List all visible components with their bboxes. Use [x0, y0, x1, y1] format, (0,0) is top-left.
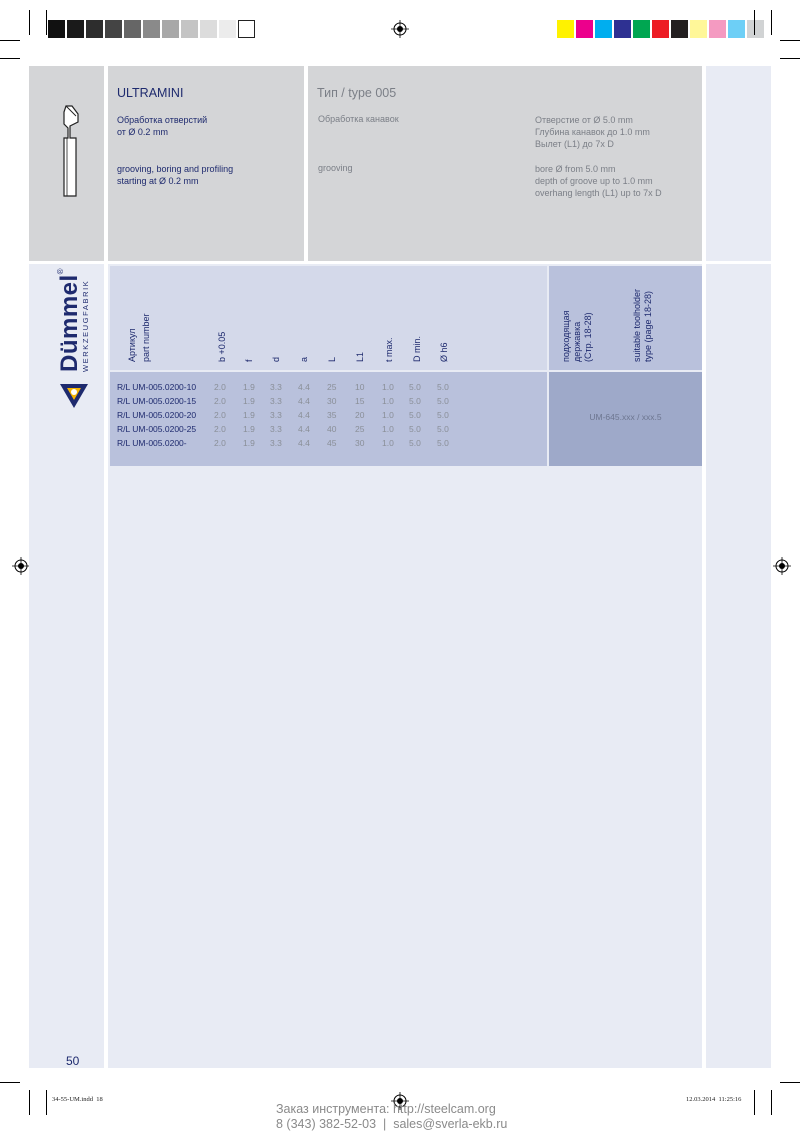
header-col-a: a [299, 356, 309, 362]
brand-name: Dümmel [56, 274, 83, 372]
en-specs: bore Ø from 5.0 mm depth of groove up to 1.0 mm overhang length (L1) up to 7x D [535, 164, 662, 198]
table-header-band [110, 266, 547, 370]
registration-mark-icon [12, 557, 30, 575]
header-part-en: part number [141, 313, 151, 362]
header-col-oh6: Ø h6 [439, 342, 449, 362]
header-col-d: d [271, 356, 281, 362]
header-col-tmax: t max. [384, 337, 394, 362]
header-part-ru: Артикул [127, 328, 137, 362]
type-label: Тип / type 005 [317, 86, 397, 100]
grooving-tool-icon [50, 104, 90, 198]
header-col-L: L [327, 356, 337, 362]
header-col-Dmin: D min. [412, 335, 422, 362]
order-line: Заказ инструмента: http://steelcam.org [276, 1102, 496, 1116]
en-description: grooving, boring and profiling starting at Ø 0.2 mm [117, 164, 234, 186]
slug-filename: 34-55-UM.indd 18 [52, 1096, 103, 1103]
contact-line: 8 (343) 382-52-03 | sales@sverla-ekb.ru [276, 1117, 508, 1131]
product-title: ULTRAMINI [117, 86, 184, 100]
en-operation: grooving [318, 163, 353, 173]
header-holder-ru: подходящая державка (Стр. 18-28) [561, 310, 593, 362]
registered-mark: ® [56, 268, 65, 275]
registration-mark-icon [773, 557, 791, 575]
ru-operation: Обработка канавок [318, 114, 399, 124]
slug-timestamp: 12.03.2014 11:25:16 [686, 1096, 742, 1103]
header-holder-en: suitable toolholder type (page 18-28) [632, 288, 653, 362]
toolholder-value: UM-645.xxx / xxx.5 [589, 412, 662, 422]
ru-specs: Отверстие от Ø 5.0 mm Глубина канавок до 1.0 mm Вылет (L1) до 7x D [535, 115, 650, 149]
header-col-f: f [244, 359, 254, 362]
ru-description: Обработка отверстий от Ø 0.2 mm [117, 115, 208, 137]
right-strip-bottom [706, 264, 771, 1068]
right-strip-top [706, 66, 771, 261]
page-number: 50 [66, 1054, 80, 1068]
registration-mark-icon [391, 20, 409, 38]
header-col-b: b +0.05 [217, 331, 227, 362]
header-col-L1: L1 [355, 351, 365, 362]
brand-emblem-icon [57, 378, 91, 410]
brand-tagline: WERKZEUGFABRIK [81, 279, 90, 372]
brand-logo [56, 268, 84, 372]
